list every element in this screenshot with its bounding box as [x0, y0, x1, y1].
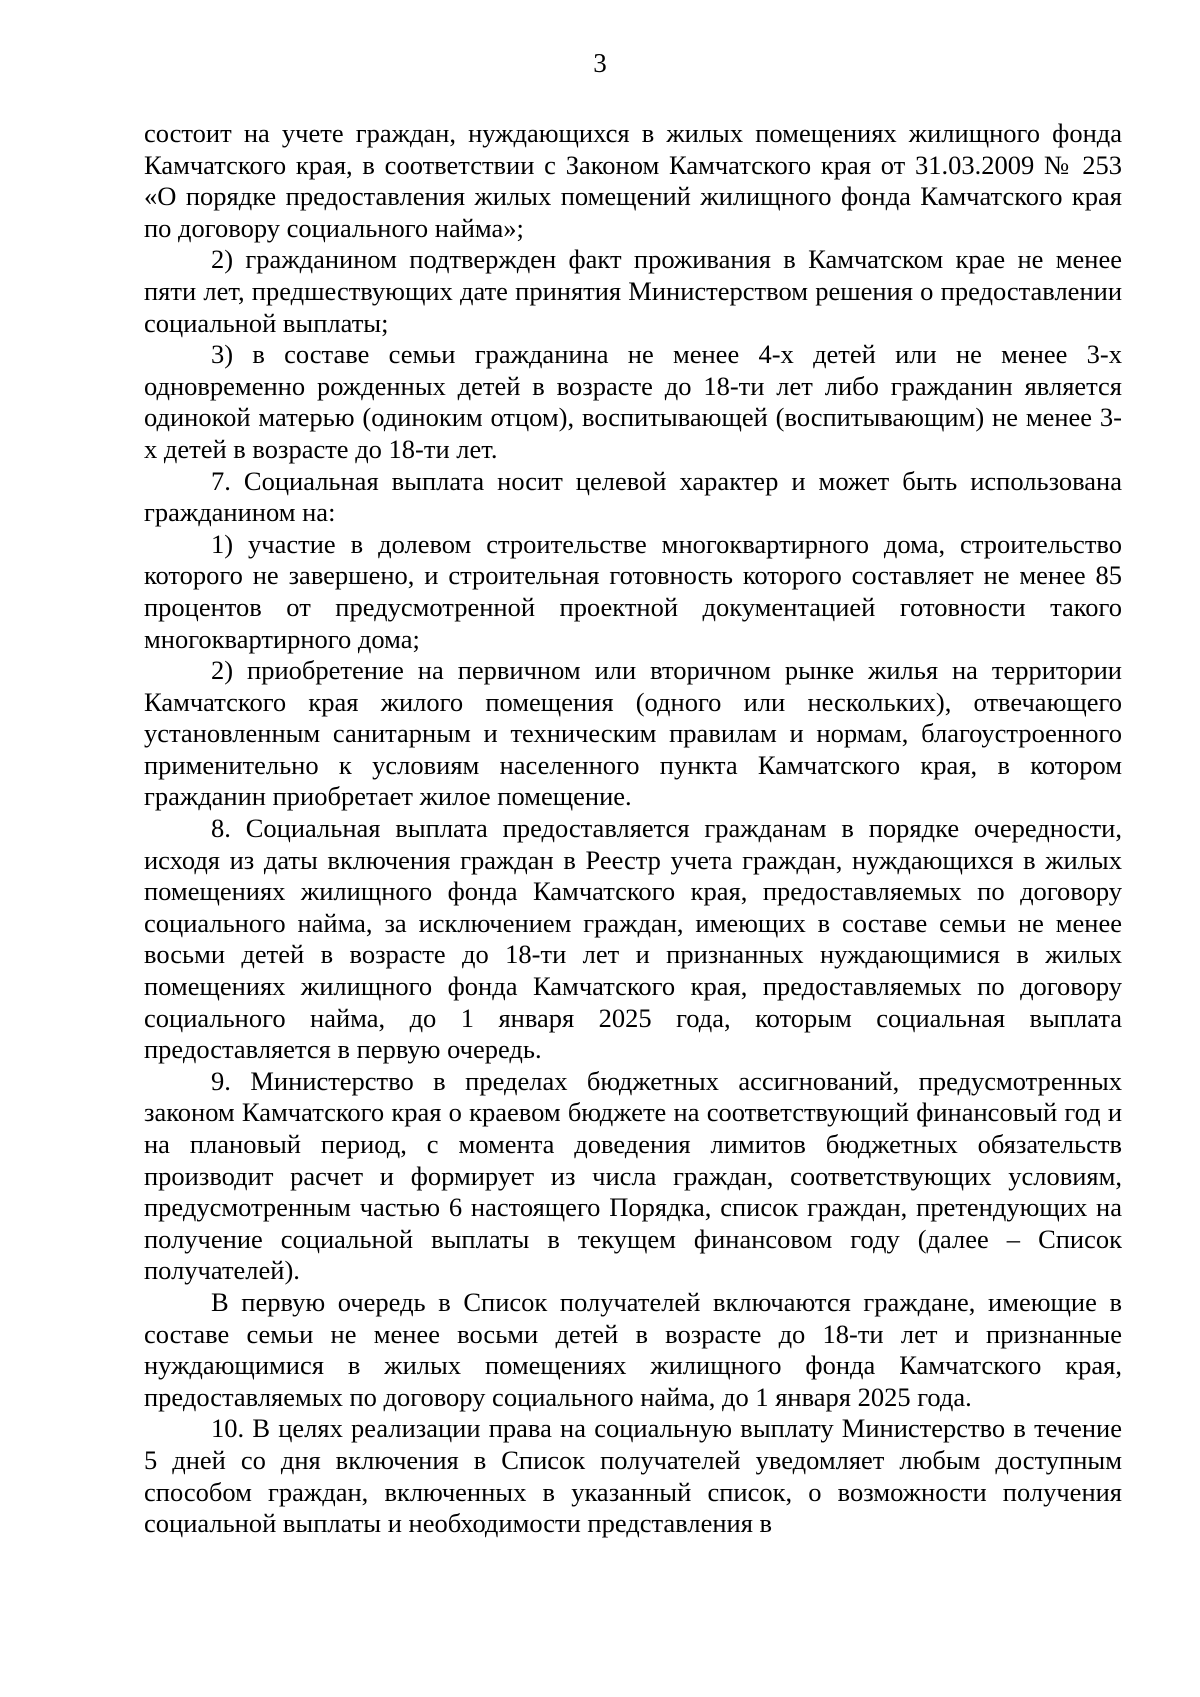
paragraph-section-8: 8. Социальная выплата предоставляется гражданам в порядке очередности, исходя из даты включения граждан в Реестр учета граждан, нуждающихся в жилых помещениях жилищного фонда Камчатского края, предоставляемых по договору социального найма, за исключением граждан, имеющих в составе семьи не менее восьми детей в возрасте до 18-ти лет и признанных нуждающимися в жилых помещениях жилищного фонда Камчатского края, предоставляемых по договору социального найма, до 1 января 2025 года, которым социальная выплата предоставляется в первую очередь. — [144, 813, 1122, 1065]
paragraph-section-10: 10. В целях реализации права на социальную выплату Министерство в течение 5 дней со дня включения в Список получателей уведомляет любым доступным способом граждан, включенных в указанный список, о возможности получения социальной выплаты и необходимости представления в — [144, 1413, 1122, 1539]
paragraph-section-7-item-2: 2) приобретение на первичном или вторичном рынке жилья на территории Камчатского края жилого помещения (одного или нескольких), отвечающего установленным санитарным и техническим правилам и нормам, благоустроенного применительно к условиям населенного пункта Камчатского края, в котором гражданин приобретает жилое помещение. — [144, 655, 1122, 812]
paragraph-continuation: состоит на учете граждан, нуждающихся в жилых помещениях жилищного фонда Камчатского края, в соответствии с Законом Камчатского края от 31.03.2009 № 253 «О порядке предоставления жилых помещений жилищного фонда Камчатского края по договору социального найма»; — [144, 118, 1122, 243]
paragraph-section-7: 7. Социальная выплата носит целевой характер и может быть использована гражданином на: — [144, 465, 1122, 528]
paragraph-section-7-item-1: 1) участие в долевом строительстве многоквартирного дома, строительство которого не завершено, и строительная готовность которого составляет не менее 85 процентов от предусмотренной проектной документацией готовности такого многоквартирного дома; — [144, 528, 1122, 654]
paragraph-section-9: 9. Министерство в пределах бюджетных ассигнований, предусмотренных законом Камчатского края о краевом бюджете на соответствующий финансовый год и на плановый период, с момента доведения лимитов бюджетных обязательств производит расчет и формирует из числа граждан, соответствующих условиям, предусмотренным частью 6 настоящего Порядка, список граждан, претендующих на получение социальной выплаты в текущем финансовом году (далее – Список получателей). — [144, 1065, 1122, 1286]
paragraph-section-9-priority: В первую очередь в Список получателей включаются граждане, имеющие в составе семьи не менее восьми детей в возрасте до 18-ти лет и признанные нуждающимися в жилых помещениях жилищного фонда Камчатского края, предоставляемых по договору социального найма, до 1 января 2025 года. — [144, 1286, 1122, 1412]
paragraph-item-3: 3) в составе семьи гражданина не менее 4-х детей или не менее 3-х одновременно рожденных детей в возрасте до 18-ти лет либо гражданин является одинокой матерью (одиноким отцом), воспитывающей (воспитывающим) не менее 3-х детей в возрасте до 18-ти лет. — [144, 339, 1122, 464]
paragraph-item-2: 2) гражданином подтвержден факт проживания в Камчатском крае не менее пяти лет, предшествующих дате принятия Министерством решения о предоставлении социальной выплаты; — [144, 244, 1122, 338]
page-number: 3 — [593, 48, 607, 78]
document-body — [144, 118, 1122, 1540]
